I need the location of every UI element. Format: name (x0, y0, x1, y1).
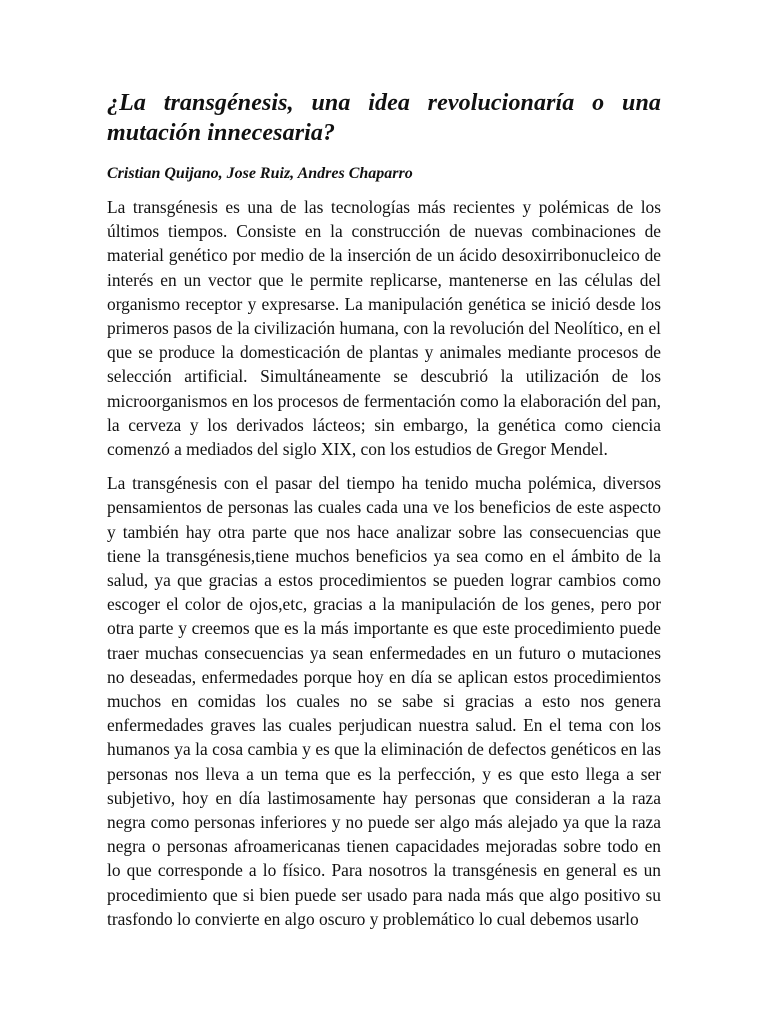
document-page (107, 88, 661, 941)
document-authors: Cristian Quijano, Jose Ruiz, Andres Chaparro (107, 165, 413, 182)
document-title: ¿La transgénesis, una idea revolucionaría o una mutación innecesaria? (107, 90, 661, 146)
body-paragraph-1: La transgénesis es una de las tecnologías más recientes y polémicas de los últimos tiempos. Consiste en la construcción de nuevas combinaciones de material genético por medio de la inserción de un ácido desoxirribonucleico de interés en un vector que le permite replicarse, mantenerse en las células del organismo receptor y expresarse. La manipulación genética se inició desde los primeros pasos de la civilización humana, con la revolución del Neolítico, en el que se produce la domesticación de plantas y animales mediante procesos de selección artificial. Simultáneamente se descubrió la utilización de los microorganismos en los procesos de fermentación como la elaboración del pan, la cerveza y los derivados lácteos; sin embargo, la genética como ciencia comenzó a mediados del siglo XIX, con los estudios de Gregor Mendel. (107, 197, 661, 460)
body-paragraph-2: La transgénesis con el pasar del tiempo ha tenido mucha polémica, diversos pensamientos de personas las cuales cada una ve los beneficios de este aspecto y también hay otra parte que nos hace analizar sobre las consecuencias que tiene la transgénesis,tiene muchos beneficios ya sea como en el ámbito de la salud, ya que gracias a estos procedimientos se pueden lograr cambios como escoger el color de ojos,etc, gracias a la manipulación de los genes, pero por otra parte y creemos que es la más importante es que este procedimiento puede traer muchas consecuencias ya sean enfermedades en un futuro o mutaciones no deseadas, enfermedades porque hoy en día se aplican estos procedimientos muchos en comidas los cuales no se sabe si gracias a esto nos genera enfermedades graves las cuales perjudican nuestra salud. En el tema con los humanos ya la cosa cambia y es que la eliminación de defectos genéticos en las personas nos lleva a un tema que es la perfección, y es que esto llega a ser subjetivo, hoy en día lastimosamente hay personas que consideran a la raza negra como personas inferiores y no puede ser algo más alejado ya que la raza negra o personas afroamericanas tienen capacidades mejoradas sobre todo en lo que corresponde a lo físico. Para nosotros la transgénesis en general es un procedimiento que si bien puede ser usado para nada más que algo positivo su trasfondo lo convierte en algo oscuro y problemático lo cual debemos usarlo (107, 473, 661, 929)
